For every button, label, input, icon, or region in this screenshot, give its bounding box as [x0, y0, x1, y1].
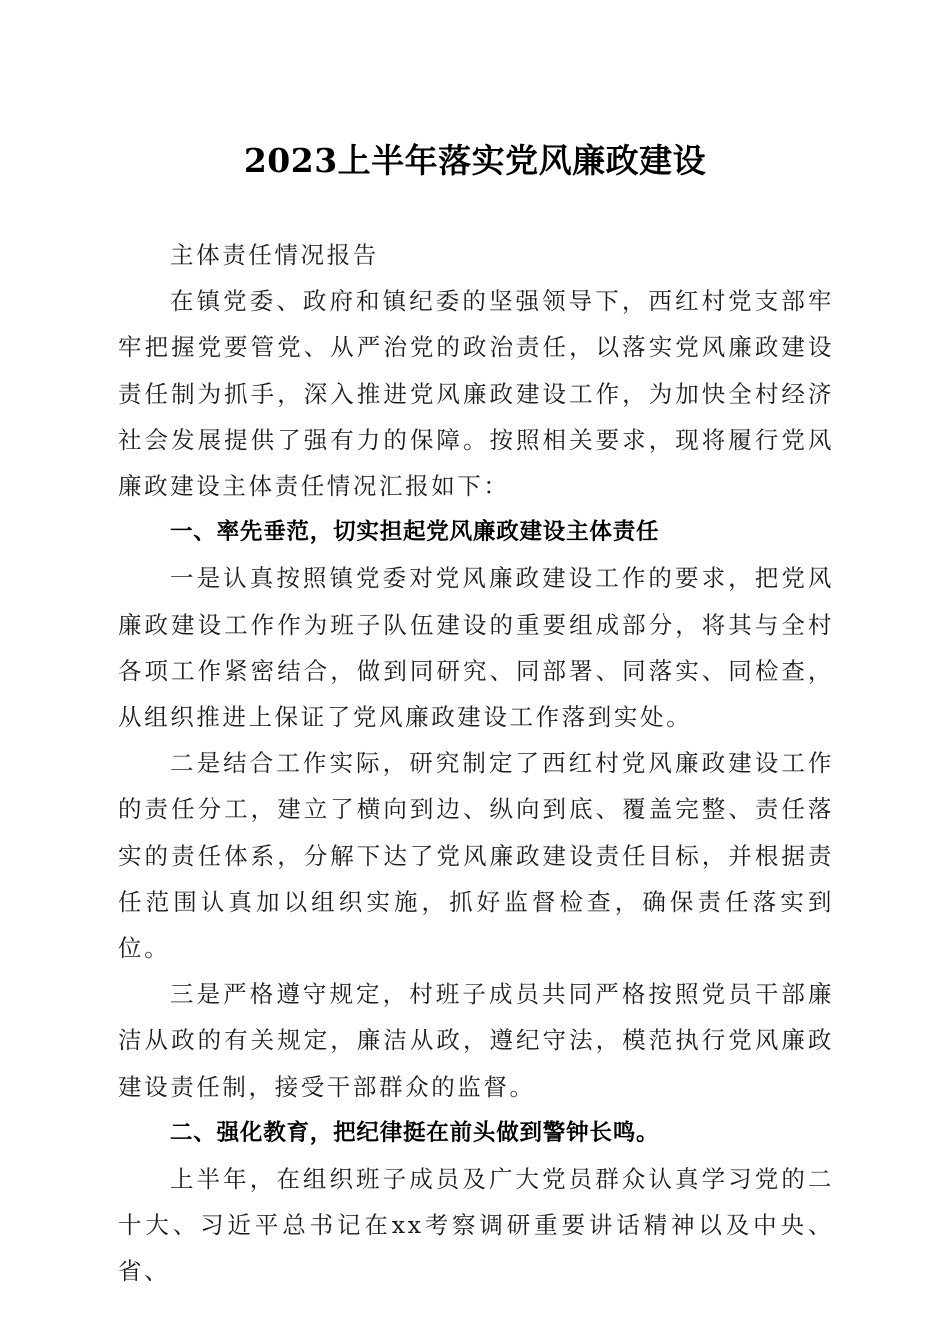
document-body: [118, 232, 834, 1295]
section-2-paragraph-1: 上半年，在组织班子成员及广大党员群众认真学习党的二十大、习近平总书记在xx考察调研重要讲话精神以及中央、省、: [118, 1165, 834, 1286]
section-1-paragraph-1: 一是认真按照镇党委对党风廉政建设工作的要求，把党风廉政建设工作作为班子队伍建设的重要组成部分，将其与全村各项工作紧密结合，做到同研究、同部署、同落实、同检查，从组织推进上保证了党风廉政建设工作落到实处。: [118, 564, 834, 732]
document-title: 2023上半年落实党风廉政建设: [243, 141, 707, 180]
intro-paragraph: 在镇党委、政府和镇纪委的坚强领导下，西红村党支部牢牢把握党要管党、从严治党的政治责任，以落实党风廉政建设责任制为抓手，深入推进党风廉政建设工作，为加快全村经济社会发展提供了强有力的保障。按照相关要求，现将履行党风廉政建设主体责任情况汇报如下：: [118, 287, 834, 501]
section-1-paragraph-3: 三是严格遵守规定，村班子成员共同严格按照党员干部廉洁从政的有关规定，廉洁从政，遵纪守法，模范执行党风廉政建设责任制，接受干部群众的监督。: [118, 980, 834, 1101]
section-1-paragraph-2: 二是结合工作实际，研究制定了西红村党风廉政建设工作的责任分工，建立了横向到边、纵向到底、覆盖完整、责任落实的责任体系，分解下达了党风廉政建设责任目标，并根据责任范围认真加以组织实施，抓好监督检查，确保责任落实到位。: [118, 749, 834, 963]
section-1-heading: 一、率先垂范，切实担起党风廉政建设主体责任: [170, 519, 660, 546]
section-2-heading: 二、强化教育，把纪律挺在前头做到警钟长鸣。: [170, 1119, 660, 1146]
document-subtitle: 主体责任情况报告: [170, 241, 379, 269]
